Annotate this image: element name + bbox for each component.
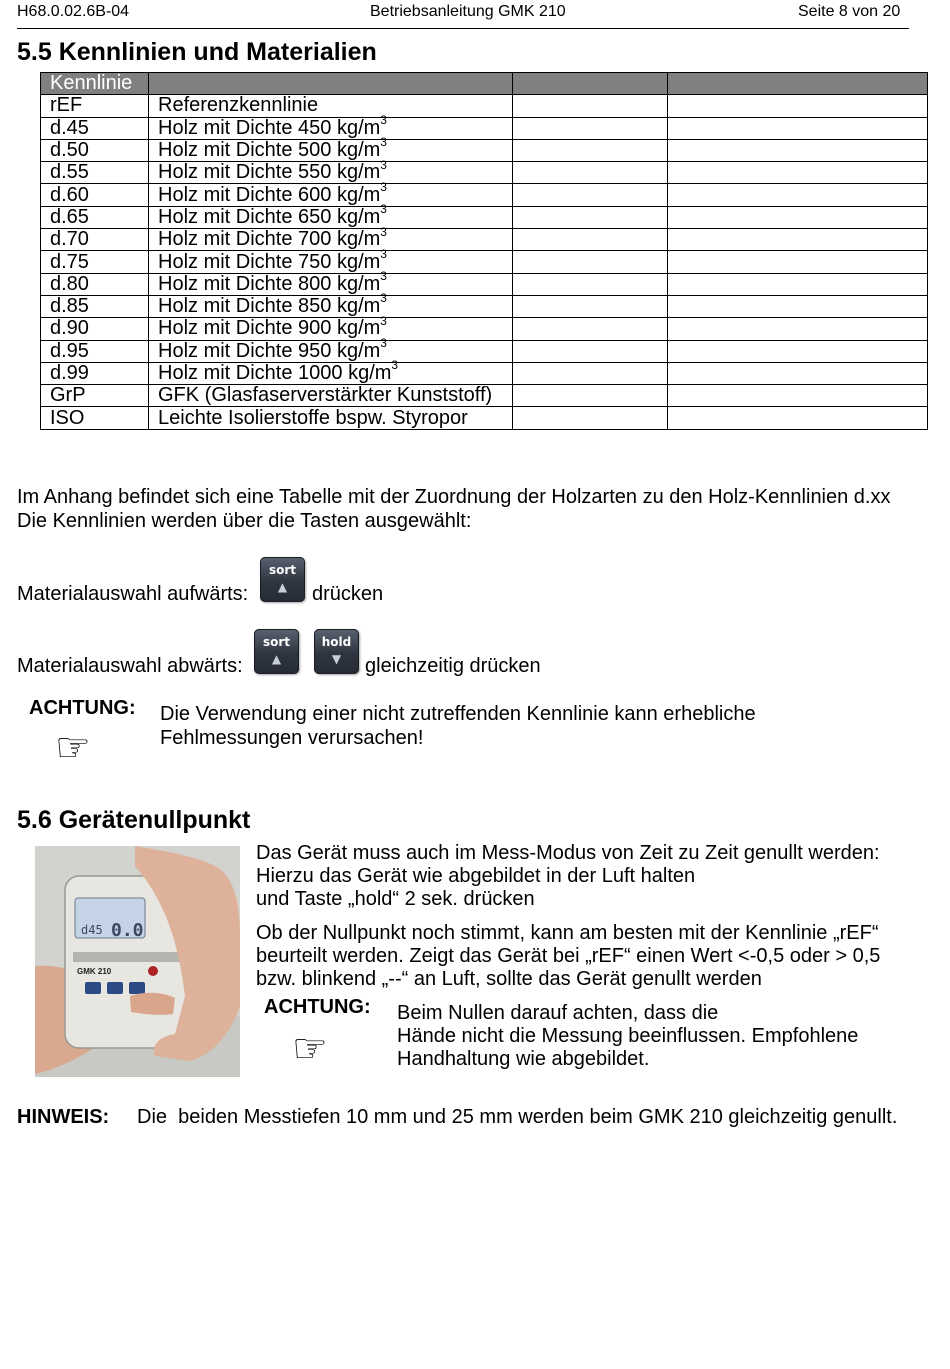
table-cell-empty	[513, 162, 668, 184]
table-cell-code: d.75	[41, 251, 149, 273]
section-title-5-6: 5.6 Gerätenullpunkt	[17, 806, 251, 834]
table-row	[41, 117, 928, 139]
table-cell-empty	[513, 295, 668, 317]
device-label-text: GMK 210	[77, 967, 112, 976]
table-cell-description	[149, 135, 513, 162]
document-id: H68.0.02.6B-04	[17, 3, 130, 20]
table-cell-description	[149, 179, 513, 206]
hold-key-icon	[314, 629, 359, 674]
table-row	[41, 139, 928, 161]
check-text-line1: Ob der Nullpunkt noch stimmt, kann am besten mit der Kennlinie „rEF“	[256, 922, 879, 944]
warning-text-line1: Die Verwendung einer nicht zutreffenden Kennlinie kann erhebliche	[160, 703, 756, 725]
table-cell-empty	[513, 251, 668, 273]
note-label: HINWEIS:	[17, 1106, 110, 1128]
table-row	[41, 95, 928, 117]
table-cell-code: d.95	[41, 340, 149, 362]
table-cell-empty	[668, 206, 928, 228]
pointing-hand-icon: ☞	[55, 725, 91, 771]
table-cell-empty	[668, 95, 928, 117]
table-cell-description	[149, 95, 513, 117]
table-cell-code: rEF	[41, 95, 149, 117]
table-cell-empty	[668, 251, 928, 273]
description-text: Holz mit Dichte 1000 kg/m	[158, 362, 392, 384]
table-row	[41, 273, 928, 295]
table-cell-empty	[668, 362, 928, 384]
triangle-down-icon: ▼	[331, 652, 342, 666]
section-title-5-5: 5.5 Kennlinien und Materialien	[17, 38, 377, 66]
zero-text-line1: Das Gerät muss auch im Mess-Modus von Zeit zu Zeit genullt werden:	[256, 842, 880, 864]
table-row	[41, 251, 928, 273]
table-cell-description	[149, 113, 513, 139]
material-up-suffix: drücken	[312, 583, 384, 605]
zero-text-line3: und Taste „hold“ 2 sek. drücken	[256, 888, 535, 910]
unit-exponent: 3	[380, 135, 387, 150]
table-cell-code: d.80	[41, 273, 149, 295]
warning-5-6-line2: Hände nicht die Messung beeinflussen. Empfohlene	[397, 1025, 859, 1047]
material-up-label: Materialauswahl aufwärts:	[17, 583, 249, 605]
unit-exponent: 3	[380, 224, 387, 239]
description-text: Holz mit Dichte 600 kg/m	[158, 183, 381, 206]
table-cell-description	[149, 313, 513, 340]
pointing-hand-icon: ☞	[292, 1026, 328, 1072]
table-cell-empty	[513, 184, 668, 206]
table-cell-code: GrP	[41, 385, 149, 407]
table-row	[41, 362, 928, 384]
table-cell-empty	[513, 95, 668, 117]
table-cell-empty	[668, 385, 928, 407]
unit-exponent: 3	[380, 246, 387, 261]
table-cell-empty	[668, 340, 928, 362]
table-row	[41, 184, 928, 206]
table-row	[41, 340, 928, 362]
device-photo-drawing	[35, 846, 240, 1077]
unit-exponent: 3	[380, 157, 387, 172]
table-cell-empty	[668, 273, 928, 295]
description-text: Holz mit Dichte 800 kg/m	[158, 272, 381, 295]
page-number: Seite 8 von 20	[798, 3, 901, 20]
table-cell-code: d.70	[41, 229, 149, 251]
table-cell-empty	[668, 184, 928, 206]
table-cell-code: d.45	[41, 117, 149, 139]
display-right-text: 0.0	[111, 920, 144, 941]
warning-text-line2: Fehlmessungen verursachen!	[160, 727, 424, 749]
table-cell-empty	[668, 229, 928, 251]
table-cell-empty	[513, 117, 668, 139]
paragraph-appendix: Im Anhang befindet sich eine Tabelle mit der Zuordnung der Holzarten zu den Holz-Kennlinien d.xx	[17, 486, 891, 508]
table-cell-code: d.90	[41, 318, 149, 340]
table-cell-description	[149, 202, 513, 228]
unit-exponent: 3	[380, 113, 387, 128]
warning-label-5-6: ACHTUNG:	[264, 996, 371, 1018]
warning-label: ACHTUNG:	[29, 697, 136, 719]
unit-exponent: 3	[380, 202, 387, 217]
table-row	[41, 229, 928, 251]
display-left-text: d45	[81, 923, 103, 937]
table-cell-code: d.50	[41, 139, 149, 161]
table-cell-description	[149, 385, 513, 407]
paragraph-key-select: Die Kennlinien werden über die Tasten ausgewählt:	[17, 510, 472, 532]
document-title: Betriebsanleitung GMK 210	[370, 3, 566, 20]
table-header-cell	[513, 73, 668, 95]
table-row	[41, 385, 928, 407]
warning-5-6-line3: Handhaltung wie abgebildet.	[397, 1048, 650, 1070]
description-text: Holz mit Dichte 550 kg/m	[158, 161, 381, 184]
table-row	[41, 206, 928, 228]
sort-key-label: sort	[262, 635, 291, 649]
table-cell-empty	[668, 407, 928, 429]
table-cell-empty	[668, 139, 928, 161]
unit-exponent: 3	[380, 313, 387, 328]
table-cell-empty	[513, 318, 668, 340]
table-cell-empty	[668, 318, 928, 340]
table-cell-empty	[513, 206, 668, 228]
description-text: Holz mit Dichte 650 kg/m	[158, 205, 381, 228]
table-cell-code: ISO	[41, 407, 149, 429]
table-header-kennlinie: Kennlinie	[41, 73, 149, 95]
table-header-cell	[668, 73, 928, 95]
triangle-up-icon: ▲	[271, 652, 282, 666]
triangle-up-icon: ▲	[277, 580, 288, 594]
table-cell-code: d.60	[41, 184, 149, 206]
table-cell-empty	[513, 407, 668, 429]
table-cell-code: d.85	[41, 295, 149, 317]
table-row	[41, 162, 928, 184]
description-text: Holz mit Dichte 850 kg/m	[158, 295, 381, 318]
kennlinien-table	[40, 72, 928, 430]
zero-text-line2: Hierzu das Gerät wie abgebildet in der Luft halten	[256, 865, 696, 887]
material-down-label: Materialauswahl abwärts:	[17, 655, 243, 677]
description-text: Holz mit Dichte 450 kg/m	[158, 116, 381, 139]
check-text-line2: beurteilt werden. Zeigt das Gerät bei „rEF“ einen Wert <-0,5 oder > 0,5	[256, 945, 881, 967]
table-cell-empty	[513, 385, 668, 407]
table-cell-empty	[513, 362, 668, 384]
description-text: Holz mit Dichte 500 kg/m	[158, 139, 381, 162]
table-row	[41, 407, 928, 429]
table-cell-description	[149, 291, 513, 318]
table-cell-empty	[513, 273, 668, 295]
table-cell-description	[149, 246, 513, 273]
table-cell-empty	[513, 139, 668, 161]
unit-exponent: 3	[380, 291, 387, 306]
device-photo	[35, 846, 240, 1077]
table-row	[41, 295, 928, 317]
description-text: Holz mit Dichte 900 kg/m	[158, 317, 381, 340]
description-text: Holz mit Dichte 750 kg/m	[158, 250, 381, 273]
table-cell-empty	[668, 295, 928, 317]
table-header-row	[41, 73, 928, 95]
unit-exponent: 3	[380, 269, 387, 284]
table-cell-empty	[513, 340, 668, 362]
note-text: Die beiden Messtiefen 10 mm und 25 mm werden beim GMK 210 gleichzeitig genullt.	[137, 1106, 898, 1128]
table-cell-code: d.55	[41, 162, 149, 184]
unit-exponent: 3	[380, 336, 387, 351]
description-text: Holz mit Dichte 950 kg/m	[158, 339, 381, 362]
table-cell-empty	[513, 229, 668, 251]
table-cell-description	[149, 407, 513, 429]
table-cell-empty	[668, 162, 928, 184]
sort-key-label: sort	[268, 563, 297, 577]
table-cell-description	[149, 358, 513, 384]
table-cell-description	[149, 336, 513, 362]
sort-key-icon	[254, 629, 299, 674]
sort-key-icon	[260, 557, 305, 602]
header-rule	[17, 28, 909, 29]
table-row	[41, 318, 928, 340]
table-cell-code: d.99	[41, 362, 149, 384]
unit-exponent: 3	[391, 358, 399, 373]
description-text: Referenzkennlinie	[158, 94, 319, 117]
table-cell-description	[149, 269, 513, 295]
hold-key-label: hold	[321, 635, 352, 649]
description-text: Holz mit Dichte 700 kg/m	[158, 228, 381, 251]
table-cell-description	[149, 224, 513, 251]
description-text: GFK (Glasfaserverstärkter Kunststoff)	[158, 384, 493, 407]
table-cell-description	[149, 157, 513, 184]
warning-5-6-line1: Beim Nullen darauf achten, dass die	[397, 1002, 719, 1024]
description-text: Leichte Isolierstoffe bspw. Styropor	[158, 406, 468, 429]
check-text-line3: bzw. blinkend „--“ an Luft, sollte das Gerät genullt werden	[256, 968, 762, 990]
unit-exponent: 3	[380, 179, 387, 194]
table-header-cell	[149, 73, 513, 95]
material-down-suffix: gleichzeitig drücken	[365, 655, 541, 677]
table-cell-empty	[668, 117, 928, 139]
table-cell-code: d.65	[41, 206, 149, 228]
